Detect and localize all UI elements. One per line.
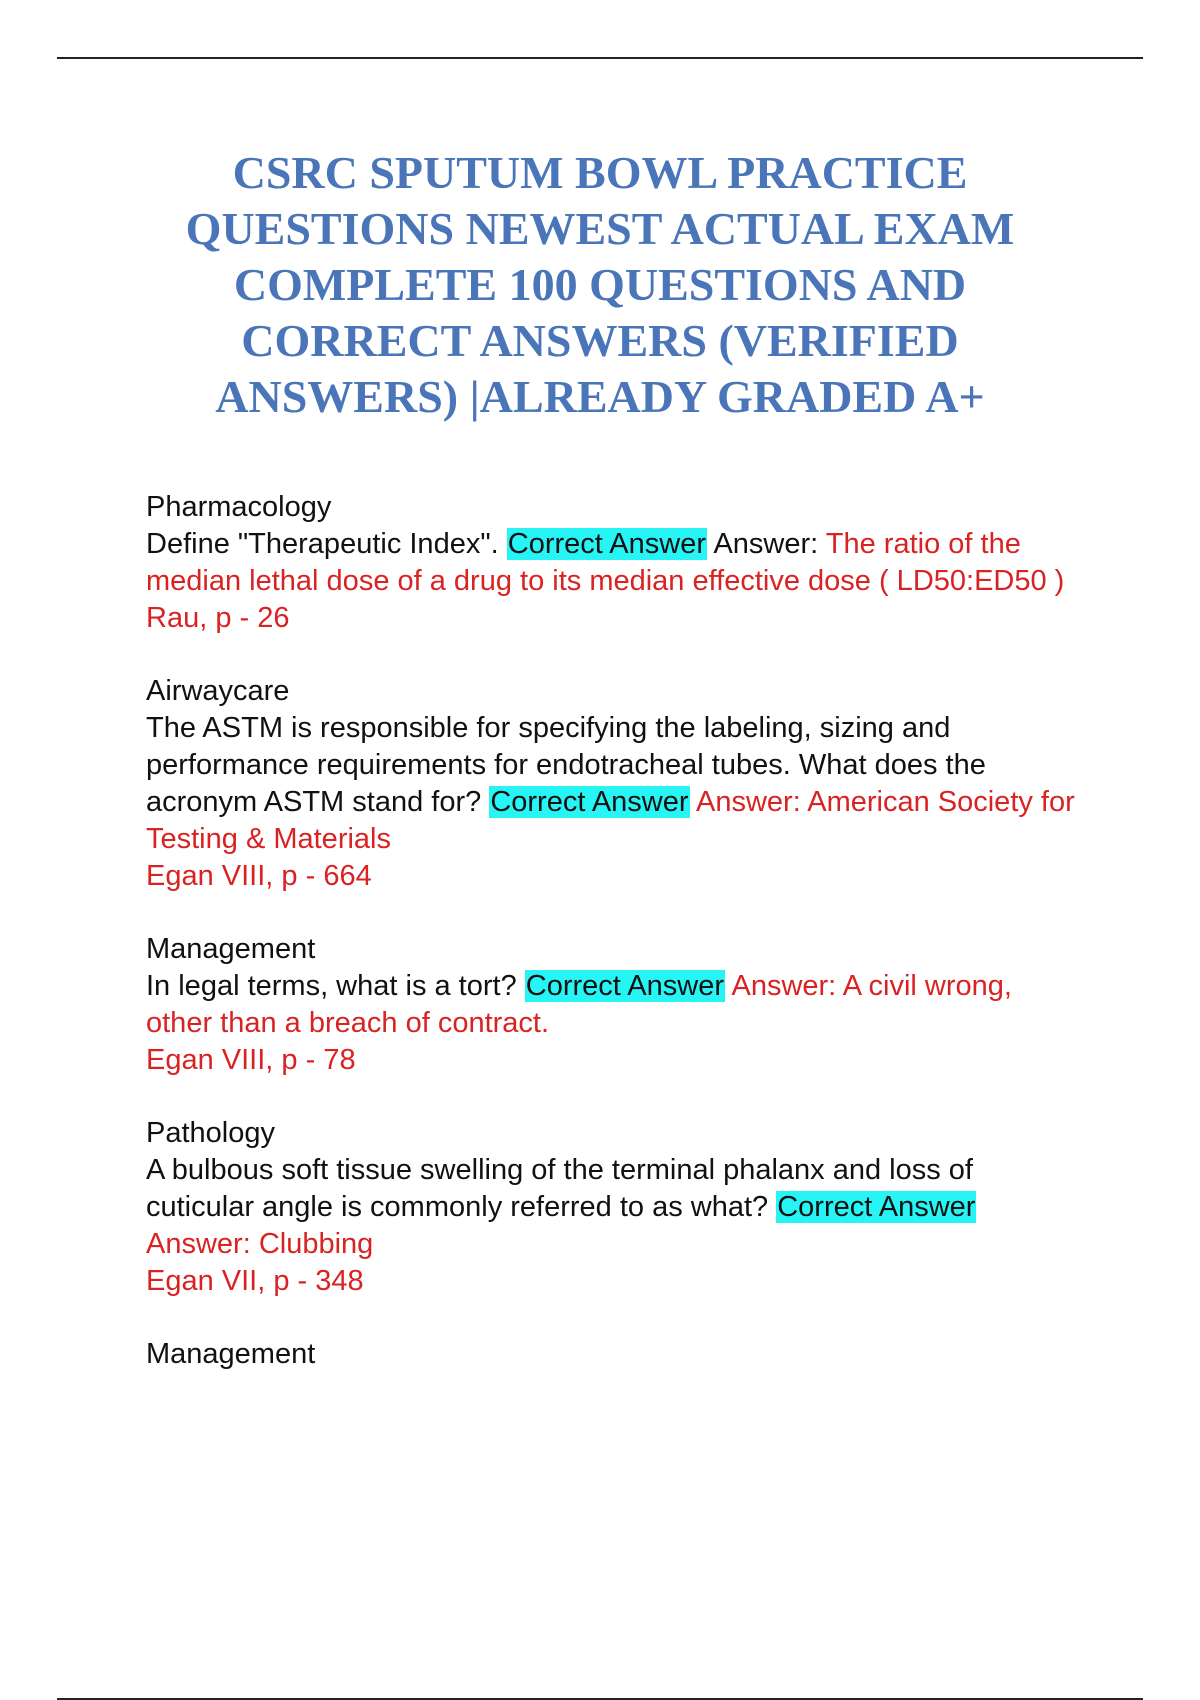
question-category: Airwaycare bbox=[146, 675, 290, 707]
answer-reference: Egan VIII, p - 664 bbox=[146, 860, 372, 892]
correct-answer-marker: Correct Answer bbox=[507, 528, 706, 560]
question-category: Pathology bbox=[146, 1117, 275, 1149]
document-title: CSRC SPUTUM BOWL PRACTICE QUESTIONS NEWEST ACTUAL EXAM COMPLETE 100 QUESTIONS AND CORRECT ANSWERS (VERIFIED ANSWERS) |ALREADY GRADED A+ bbox=[185, 147, 1015, 422]
answer-text: Answer: Clubbing bbox=[146, 1228, 374, 1260]
question-text: Define "Therapeutic Index". bbox=[146, 528, 499, 560]
question-text: A bulbous soft tissue swelling of the terminal phalanx and loss of cuticular angle is commonly referred to as what? bbox=[146, 1154, 973, 1223]
answer-reference: Rau, p - 26 bbox=[146, 602, 290, 634]
answer-text: Answer: A civil wrong, other than a breach of contract. bbox=[146, 970, 1012, 1039]
question-category: Pharmacology bbox=[146, 491, 332, 523]
answer-text: The ratio of the median lethal dose of a drug to its median effective dose ( LD50:ED50 ) bbox=[146, 528, 1065, 597]
correct-answer-marker: Correct Answer bbox=[525, 970, 725, 1002]
answer-reference: Egan VIII, p - 78 bbox=[146, 1044, 356, 1076]
question-block bbox=[146, 931, 1086, 1079]
answer-text: Answer: American Society for Testing & Materials bbox=[146, 786, 1075, 855]
question-category: Management bbox=[146, 1338, 316, 1370]
answer-reference: Egan VII, p - 348 bbox=[146, 1265, 364, 1297]
correct-answer-marker: Correct Answer bbox=[777, 1191, 976, 1223]
question-list bbox=[146, 489, 1086, 1409]
question-block bbox=[146, 1115, 1086, 1300]
top-rule bbox=[57, 57, 1143, 59]
answer-prefix: Answer: bbox=[713, 528, 819, 560]
correct-answer-marker: Correct Answer bbox=[490, 786, 689, 818]
question-block bbox=[146, 673, 1086, 895]
question-text: In legal terms, what is a tort? bbox=[146, 970, 517, 1002]
question-text: The ASTM is responsible for specifying the labeling, sizing and performance requirements for endotracheal tubes. What does the acronym ASTM stand for? bbox=[146, 712, 986, 818]
question-block bbox=[146, 1336, 1086, 1373]
question-block bbox=[146, 489, 1086, 637]
question-category: Management bbox=[146, 933, 316, 965]
